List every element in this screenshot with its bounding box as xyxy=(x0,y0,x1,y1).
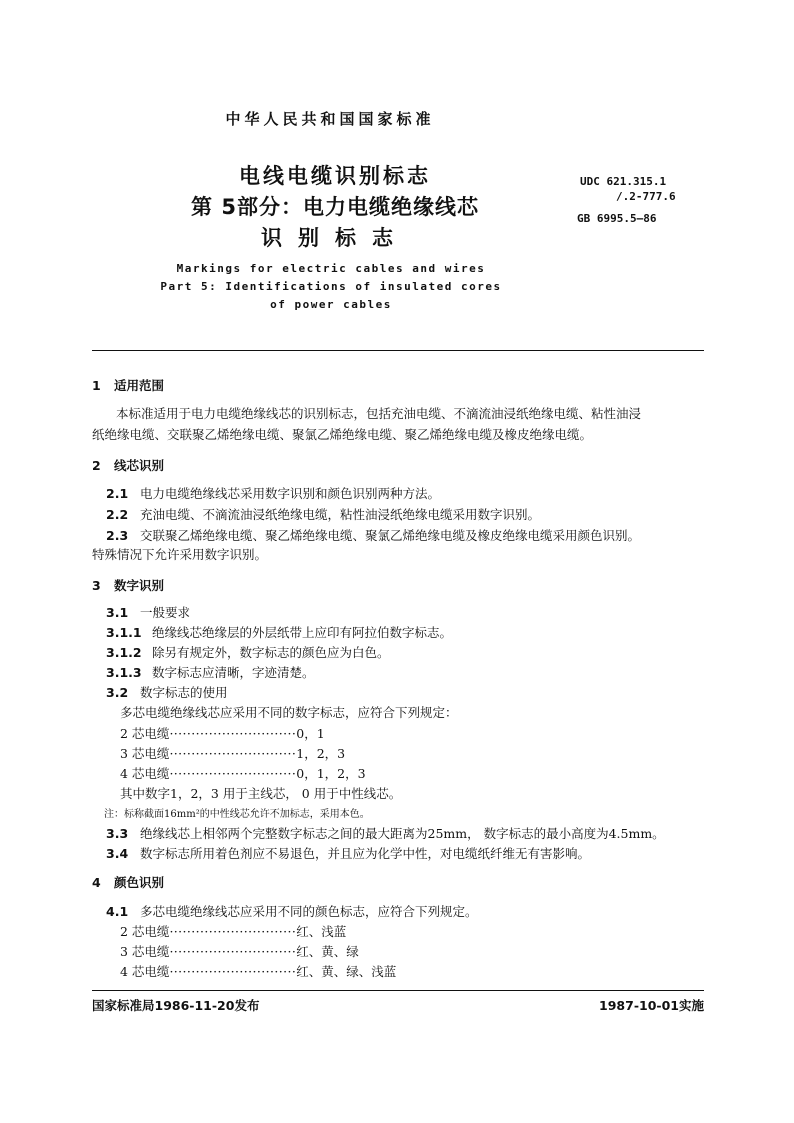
udc-line-2: /.2-777.6 xyxy=(616,190,676,203)
section-3-title: 数字识别 xyxy=(114,578,165,593)
clause-4-1 xyxy=(106,902,478,920)
section-1-heading xyxy=(92,376,164,394)
section-3-heading xyxy=(92,576,164,594)
section-1-number: 1 xyxy=(92,378,101,393)
color-list-label: 2 芯电缆 xyxy=(120,924,170,939)
clause-3-3 xyxy=(106,824,665,842)
color-list-item xyxy=(120,942,359,960)
numeric-list-item xyxy=(120,744,345,762)
color-list-item xyxy=(120,962,396,980)
clause-2-3 xyxy=(106,526,640,544)
english-title-line-1: Markings for electric cables and wires xyxy=(176,262,486,275)
footer-divider xyxy=(92,990,704,991)
section-1-title: 适用范围 xyxy=(114,378,165,393)
numeric-list-label: 2 芯电缆 xyxy=(120,726,170,741)
clause-3-2-intro: 多芯电缆绝缘线芯应采用不同的数字标志，应符合下列规定： xyxy=(120,705,458,720)
color-list-label: 4 芯电缆 xyxy=(120,964,170,979)
clause-3-1-number: 3.1 xyxy=(106,605,129,620)
title-line-1: 电线电缆识别标志 xyxy=(239,164,431,188)
clause-2-2-number: 2.2 xyxy=(106,507,129,522)
clause-3-1-1-number: 3.1.1 xyxy=(106,625,142,640)
numeric-list-leader: ····························· xyxy=(169,726,297,741)
color-list-leader: ····························· xyxy=(169,924,297,939)
section-3-number: 3 xyxy=(92,578,101,593)
clause-3-1-2 xyxy=(106,643,390,661)
title-line-2: 第 5部分：电力电缆绝缘线芯 xyxy=(191,195,479,219)
clause-3-4-text: 数字标志所用着色剂应不易退色，并且应为化学中性，对电缆纸纤维无有害影响。 xyxy=(140,846,591,861)
clause-3-3-text: 绝缘线芯上相邻两个完整数字标志之间的最大距离为25mm， 数字标志的最小高度为4.5mm。 xyxy=(140,826,665,841)
effective-date: 1987-10-01实施 xyxy=(599,998,704,1013)
section-4-title: 颜色识别 xyxy=(114,875,165,890)
clause-3-1-3-number: 3.1.3 xyxy=(106,665,142,680)
clause-4-1-number: 4.1 xyxy=(106,904,129,919)
numeric-list-item xyxy=(120,764,366,782)
color-list-leader: ····························· xyxy=(169,964,297,979)
clause-3-4 xyxy=(106,844,590,862)
numeric-list-leader: ····························· xyxy=(169,766,297,781)
clause-2-1 xyxy=(106,484,440,502)
clause-3-1-3 xyxy=(106,663,315,681)
issued-date: 国家标准局1986-11-20发布 xyxy=(92,998,260,1013)
clause-2-3-number: 2.3 xyxy=(106,528,129,543)
numeric-list-leader: ····························· xyxy=(169,746,297,761)
color-list-value: 红、黄、绿、浅蓝 xyxy=(296,964,397,979)
clause-3-2-text: 数字标志的使用 xyxy=(140,685,228,700)
color-list-value: 红、浅蓝 xyxy=(296,924,347,939)
numeric-list-value: 0，1 xyxy=(296,726,325,741)
clause-2-1-text: 电力电缆绝缘线芯采用数字识别和颜色识别两种方法。 xyxy=(140,486,441,501)
numeric-list-label: 4 芯电缆 xyxy=(120,766,170,781)
section-2-title: 线芯识别 xyxy=(114,458,165,473)
section-4-number: 4 xyxy=(92,875,101,890)
section-4-heading xyxy=(92,873,164,891)
section-1-para-line-2: 纸绝缘电缆、交联聚乙烯绝缘电缆、聚氯乙烯绝缘电缆、聚乙烯绝缘电缆及橡皮绝缘电缆。 xyxy=(92,427,593,442)
clause-4-1-text: 多芯电缆绝缘线芯应采用不同的颜色标志，应符合下列规定。 xyxy=(140,904,478,919)
clause-2-1-number: 2.1 xyxy=(106,486,129,501)
clause-3-1-2-number: 3.1.2 xyxy=(106,645,142,660)
clause-3-1-text: 一般要求 xyxy=(140,605,191,620)
clause-2-3-text: 交联聚乙烯绝缘电缆、聚乙烯绝缘电缆、聚氯乙烯绝缘电缆及橡皮绝缘电缆采用颜色识别。 xyxy=(140,528,641,543)
clause-3-1-1-text: 绝缘线芯绝缘层的外层纸带上应印有阿拉伯数字标志。 xyxy=(152,625,453,640)
national-standard-label: 中华人民共和国国家标准 xyxy=(225,110,435,128)
color-list-leader: ····························· xyxy=(169,944,297,959)
clause-3-1-2-text: 除另有规定外，数字标志的颜色应为白色。 xyxy=(152,645,390,660)
english-title-line-3: of power cables xyxy=(270,298,392,311)
color-list-value: 红、黄、绿 xyxy=(296,944,359,959)
clause-3-2-note: 注：标称截面16mm²的中性线芯允许不加标志，采用本色。 xyxy=(104,809,370,820)
clause-3-2 xyxy=(106,683,228,701)
gb-number: GB 6995.5—86 xyxy=(577,212,657,225)
clause-3-1-3-text: 数字标志应清晰，字迹清楚。 xyxy=(152,665,315,680)
numeric-list-value: 1，2，3 xyxy=(296,746,346,761)
clause-3-2-number: 3.2 xyxy=(106,685,129,700)
clause-2-3-continued: 特殊情况下允许采用数字识别。 xyxy=(92,547,268,562)
section-2-heading xyxy=(92,456,164,474)
english-title-line-2: Part 5: Identifications of insulated cores xyxy=(160,280,502,293)
clause-3-1-1 xyxy=(106,623,452,641)
udc-line-1: UDC 621.315.1 xyxy=(580,175,667,188)
numeric-list-label: 3 芯电缆 xyxy=(120,746,170,761)
clause-2-2 xyxy=(106,505,540,523)
clause-3-1 xyxy=(106,603,190,621)
color-list-item xyxy=(120,922,346,940)
numeric-list-item xyxy=(120,724,325,742)
clause-3-3-number: 3.3 xyxy=(106,826,129,841)
udc-code xyxy=(580,174,676,204)
section-2-number: 2 xyxy=(92,458,101,473)
header-divider xyxy=(92,350,704,351)
color-list-label: 3 芯电缆 xyxy=(120,944,170,959)
clause-3-4-number: 3.4 xyxy=(106,846,129,861)
clause-3-2-explanation: 其中数字1，2，3 用于主线芯， 0 用于中性线芯。 xyxy=(120,786,402,801)
title-line-3: 识别标志 xyxy=(261,226,409,250)
numeric-list-value: 0，1，2，3 xyxy=(296,766,366,781)
section-1-para-line-1: 本标准适用于电力电缆绝缘线芯的识别标志，包括充油电缆、不滴流油浸纸绝缘电缆、粘性油浸 xyxy=(116,406,642,421)
clause-2-2-text: 充油电缆、不滴流油浸纸绝缘电缆，粘性油浸纸绝缘电缆采用数字识别。 xyxy=(140,507,541,522)
